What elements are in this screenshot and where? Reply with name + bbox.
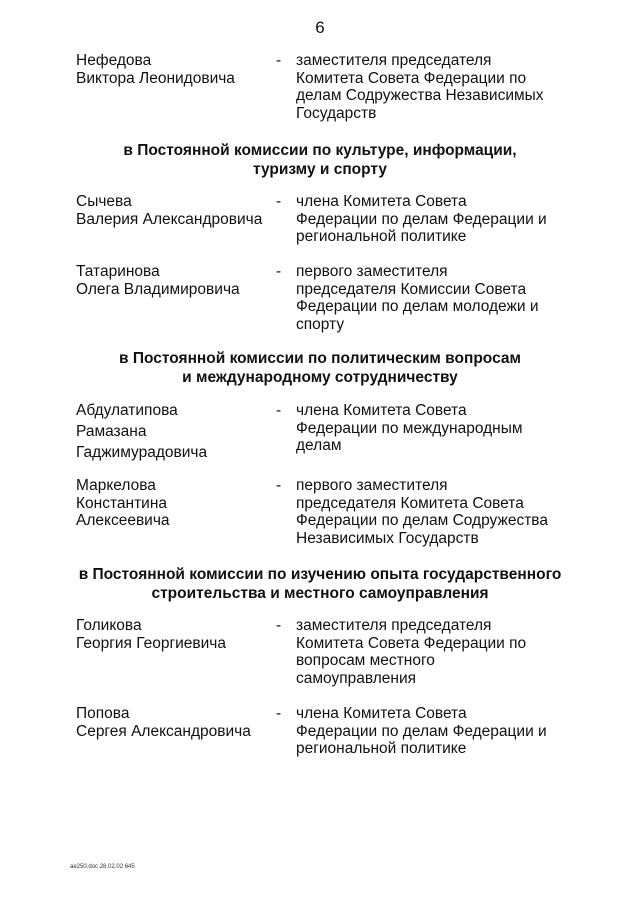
member-name: [76, 402, 271, 462]
member-name-line: Гаджимурадовича: [76, 444, 208, 461]
member-name-line: Голикова: [76, 617, 142, 634]
section-heading: [60, 349, 580, 387]
member-position-line: Независимых Государств: [296, 529, 479, 547]
section-heading-line: в Постоянной комиссии по культуре, информации,: [123, 142, 517, 159]
member-position: [296, 477, 576, 547]
member-position-line: члена Комитета Совета: [296, 193, 467, 210]
member-position: [296, 193, 576, 246]
member-position: [296, 705, 576, 758]
member-position: [296, 52, 576, 122]
member-position-line: Федерации по международным: [296, 419, 523, 437]
member-name-line: Сычева: [76, 193, 132, 210]
file-footer: ae250.doc 28.02.02 645: [70, 864, 135, 870]
page-number: 6: [315, 18, 325, 37]
dash-separator: -: [276, 263, 282, 280]
member-name: [76, 617, 271, 652]
member-position: [296, 617, 576, 687]
section-heading: [60, 565, 580, 603]
dash-separator: -: [276, 193, 282, 210]
member-name-line: Маркелова: [76, 477, 156, 494]
dash-separator: -: [276, 705, 282, 722]
member-name-line: Константина: [76, 494, 168, 512]
member-name-line: Абдулатипова: [76, 402, 178, 419]
member-position-line: региональной политике: [296, 228, 467, 245]
member-position-line: Федерации по делам Содружества: [296, 512, 548, 529]
member-name-line: Валерия Александровича: [76, 210, 263, 228]
member-position-line: члена Комитета Совета: [296, 402, 467, 419]
member-position: [296, 402, 576, 455]
member-position-line: делам: [296, 437, 342, 454]
member-name-line: Татаринова: [76, 263, 160, 280]
member-position-line: председателя Комитета Совета: [296, 494, 524, 512]
member-name-line: Георгия Георгиевича: [76, 634, 226, 652]
member-position-line: вопросам местного: [296, 652, 435, 669]
member-position-line: Федерации по делам молодежи и: [296, 298, 539, 315]
member-position-line: Комитета Совета Федерации по: [296, 69, 527, 87]
dash-separator: -: [276, 402, 282, 419]
member-position-line: региональной политике: [296, 740, 467, 757]
section-heading-line: в Постоянной комиссии по политическим вопросам: [119, 350, 521, 367]
member-name: [76, 705, 271, 740]
member-position-line: Федерации по делам Федерации и: [296, 210, 547, 228]
section-heading-line: туризму и спорту: [252, 161, 388, 178]
member-position-line: Комитета Совета Федерации по: [296, 634, 527, 652]
member-name-line: Сергея Александровича: [76, 722, 251, 740]
member-position-line: заместителя председателя: [296, 617, 492, 634]
member-name-line: Олега Владимировича: [76, 280, 240, 298]
member-name-line: Алексеевича: [76, 512, 170, 529]
member-position-line: делам Содружества Независимых: [296, 87, 544, 104]
member-name-line: Виктора Леонидовича: [76, 69, 235, 87]
dash-separator: -: [276, 52, 282, 69]
member-name: [76, 193, 271, 228]
member-name-line: Нефедова: [76, 52, 152, 69]
section-heading-line: строительства и местного самоуправления: [151, 585, 489, 602]
member-position-line: первого заместителя: [296, 263, 448, 280]
member-position-line: Государств: [296, 104, 377, 122]
section-heading: [60, 141, 580, 179]
member-name-line: Попова: [76, 705, 130, 722]
member-position-line: спорту: [296, 315, 345, 333]
member-position-line: первого заместителя: [296, 477, 448, 494]
dash-separator: -: [276, 617, 282, 634]
member-position: [296, 263, 576, 333]
member-position-line: Федерации по делам Федерации и: [296, 722, 547, 740]
section-heading-line: и международному сотрудничеству: [182, 369, 458, 386]
member-name: [76, 477, 271, 530]
member-position-line: заместителя председателя: [296, 52, 492, 69]
member-position-line: председателя Комиссии Совета: [296, 280, 527, 298]
member-position-line: самоуправления: [296, 669, 417, 687]
member-position-line: члена Комитета Совета: [296, 705, 467, 722]
section-heading-line: в Постоянной комиссии по изучению опыта государственного: [78, 566, 562, 583]
member-name: [76, 263, 271, 298]
member-name-line: Рамазана: [76, 423, 147, 440]
dash-separator: -: [276, 477, 282, 494]
member-name: [76, 52, 271, 87]
